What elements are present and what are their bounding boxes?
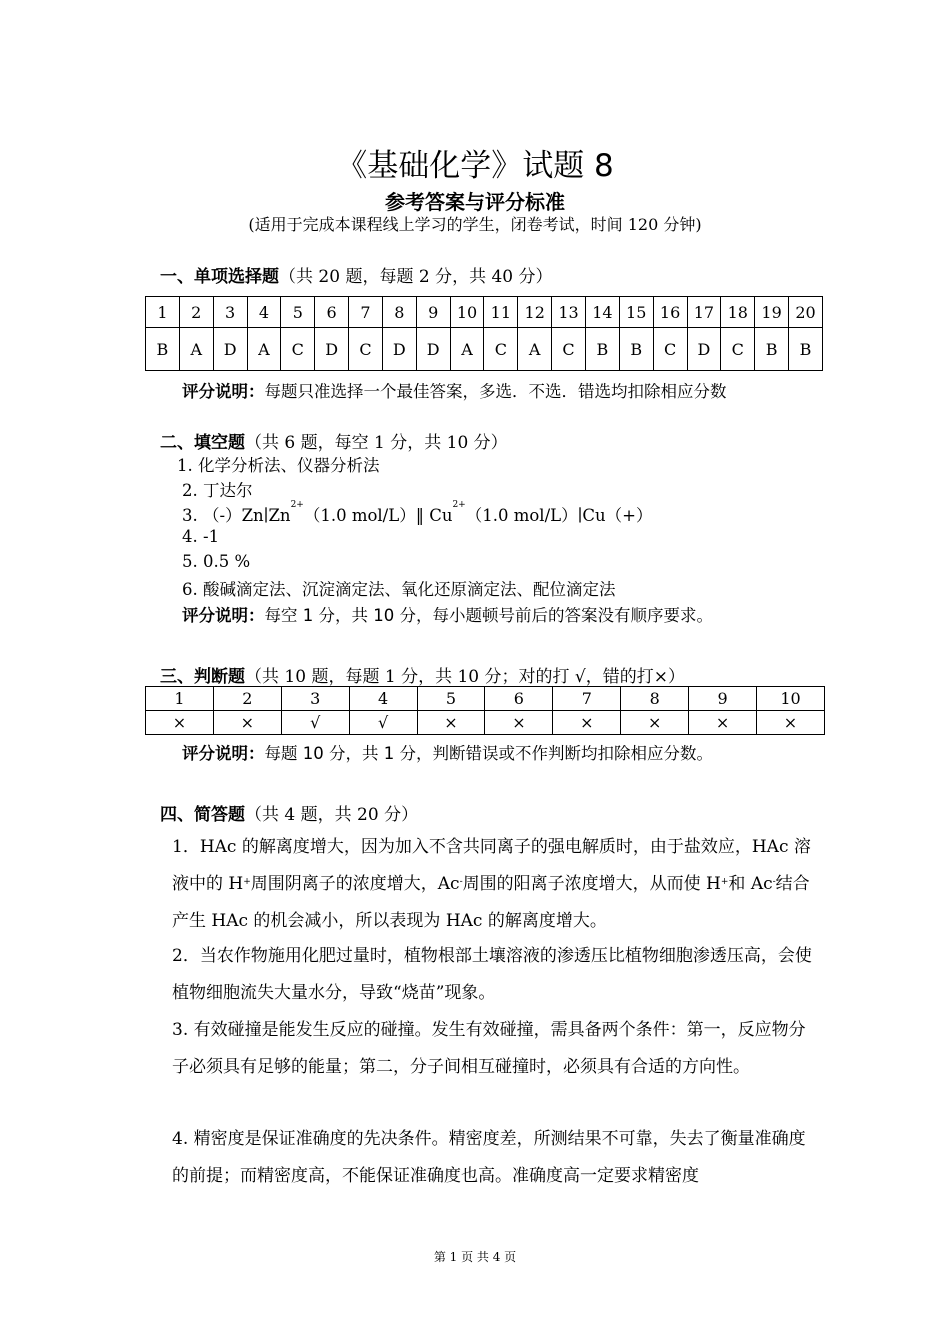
fill-answer-3 xyxy=(182,502,652,526)
question-number-cell: 19 xyxy=(755,297,789,328)
section1-title: 一、单项选择题 xyxy=(160,267,279,287)
fill-answer-6: 6. 酸碱滴定法、沉淀滴定法、氧化还原滴定法、配位滴定法 xyxy=(182,580,616,599)
short-answer-1-part: 和 Ac xyxy=(728,874,773,894)
question-number-cell: 2 xyxy=(213,687,281,711)
fill-answer-3-part: 3. （-）Zn∣Zn xyxy=(182,506,291,525)
grading-text: 每题只准选择一个最佳答案，多选．不选．错选均扣除相应分数 xyxy=(264,382,727,401)
short-answer-1-part: 结合产生 HAc 的机会减小，所以表现为 HAc 的解离度增大。 xyxy=(172,874,810,931)
section1-detail: （共 20 题，每题 2 分，共 40 分） xyxy=(279,267,553,287)
answer-cell: × xyxy=(757,711,825,735)
section3-title: 三、判断题 xyxy=(160,667,245,687)
short-answer-1-part: 1．HAc 的解离度增大，因为加入不含共同离子的强电解质时，由于盐效应，HAc 溶液中的 H xyxy=(172,837,811,894)
question-number-cell: 8 xyxy=(382,297,416,328)
question-number-cell: 9 xyxy=(416,297,450,328)
question-number-cell: 6 xyxy=(485,687,553,711)
question-number-cell: 5 xyxy=(417,687,485,711)
answer-cell: √ xyxy=(281,711,349,735)
section3-grading xyxy=(182,740,713,764)
fill-answer-5: 5. 0.5 % xyxy=(182,552,251,571)
judgment-number-row xyxy=(146,687,825,711)
answer-cell: √ xyxy=(349,711,417,735)
section2-title: 二、填空题 xyxy=(160,433,245,453)
answer-cell: C xyxy=(653,328,687,371)
answer-cell: × xyxy=(213,711,281,735)
document-subtitle: 参考答案与评分标准 xyxy=(385,190,565,214)
answer-cell: D xyxy=(416,328,450,371)
answer-cell: D xyxy=(382,328,416,371)
ion-superscript: - xyxy=(772,877,776,887)
question-number-cell: 4 xyxy=(349,687,417,711)
short-answer-4: 4. 精密度是保证准确度的先决条件。精密度差，所测结果不可靠，失去了衡量准确度的前提；而精密度高，不能保证准确度也高。准确度高一定要求精密度 xyxy=(172,1129,806,1186)
ion-superscript: - xyxy=(459,877,463,887)
question-number-cell: 12 xyxy=(518,297,552,328)
exam-note: (适用于完成本课程线上学习的学生，闭卷考试，时间 120 分钟) xyxy=(248,215,702,234)
grading-label: 评分说明： xyxy=(182,744,265,763)
question-number-cell: 20 xyxy=(789,297,823,328)
short-answer-2: 2．当农作物施用化肥过量时，植物根部土壤溶液的渗透压比植物细胞渗透压高，会使植物细胞流失大量水分，导致“烧苗”现象。 xyxy=(172,946,812,1003)
question-number-cell: 13 xyxy=(552,297,586,328)
question-number-cell: 15 xyxy=(619,297,653,328)
document-title: 《基础化学》试题 8 xyxy=(336,148,614,184)
fill-answer-2: 2. 丁达尔 xyxy=(182,481,253,500)
answer-cell: C xyxy=(552,328,586,371)
answer-cell: C xyxy=(281,328,315,371)
answer-cell: B xyxy=(619,328,653,371)
answer-cell: D xyxy=(687,328,721,371)
answer-cell: × xyxy=(485,711,553,735)
section1-heading xyxy=(160,262,553,287)
section4-title: 四、简答题 xyxy=(160,805,245,825)
question-number-cell: 8 xyxy=(621,687,689,711)
section2-heading xyxy=(160,428,508,453)
section1-grading xyxy=(182,378,727,402)
short-answer-1 xyxy=(172,829,812,940)
section4-detail: （共 4 题，共 20 分） xyxy=(245,805,419,825)
answer-cell: C xyxy=(721,328,755,371)
question-number-cell: 3 xyxy=(281,687,349,711)
answer-cell: D xyxy=(213,328,247,371)
choice-answer-row xyxy=(146,328,823,371)
question-number-cell: 9 xyxy=(689,687,757,711)
answer-cell: A xyxy=(518,328,552,371)
answer-cell: A xyxy=(450,328,484,371)
question-number-cell: 10 xyxy=(450,297,484,328)
answer-cell: C xyxy=(484,328,518,371)
grading-label: 评分说明： xyxy=(182,606,265,625)
section3-heading xyxy=(160,662,685,687)
fill-answer-3-part: （1.0 mol/L）∣Cu（+） xyxy=(465,506,653,525)
question-number-cell: 6 xyxy=(315,297,349,328)
question-number-cell: 17 xyxy=(687,297,721,328)
answer-cell: × xyxy=(553,711,621,735)
charge-superscript: 2+ xyxy=(290,500,304,510)
grading-text: 每题 10 分，共 1 分，判断错误或不作判断均扣除相应分数。 xyxy=(264,744,713,763)
answer-cell: B xyxy=(789,328,823,371)
question-number-cell: 7 xyxy=(349,297,383,328)
question-number-cell: 11 xyxy=(484,297,518,328)
question-number-cell: 3 xyxy=(213,297,247,328)
question-number-cell: 16 xyxy=(653,297,687,328)
ion-superscript: + xyxy=(243,877,251,887)
answer-cell: × xyxy=(621,711,689,735)
question-number-cell: 4 xyxy=(247,297,281,328)
answer-cell: × xyxy=(146,711,214,735)
answer-cell: D xyxy=(315,328,349,371)
short-answer-3: 3. 有效碰撞是能发生反应的碰撞。发生有效碰撞，需具备两个条件：第一，反应物分子必须具有足够的能量；第二，分子间相互碰撞时，必须具有合适的方向性。 xyxy=(172,1020,806,1077)
answer-cell: B xyxy=(146,328,180,371)
question-number-cell: 2 xyxy=(179,297,213,328)
section3-detail: （共 10 题，每题 1 分，共 10 分；对的打 √，错的打×） xyxy=(245,667,685,687)
section4-heading xyxy=(160,800,418,825)
question-number-cell: 14 xyxy=(585,297,619,328)
fill-answer-4: 4. -1 xyxy=(182,527,220,546)
short-answer-1-part: 周围的阳离子浓度增大，从而使 H xyxy=(462,874,721,894)
fill-answer-3-part: （1.0 mol/L）‖ Cu xyxy=(303,506,453,525)
choice-number-row xyxy=(146,297,823,328)
question-number-cell: 5 xyxy=(281,297,315,328)
answer-cell: C xyxy=(349,328,383,371)
short-answer-1-part: 周围阴离子的浓度增大，Ac xyxy=(250,874,460,894)
fill-answer-1: 1. 化学分析法、仪器分析法 xyxy=(177,456,380,475)
question-number-cell: 1 xyxy=(146,297,180,328)
judgment-answer-row xyxy=(146,711,825,735)
section2-detail: （共 6 题，每空 1 分，共 10 分） xyxy=(245,433,508,453)
answer-cell: B xyxy=(585,328,619,371)
ion-superscript: + xyxy=(720,877,729,887)
answer-cell: A xyxy=(247,328,281,371)
choice-answer-table xyxy=(145,296,823,371)
question-number-cell: 1 xyxy=(146,687,214,711)
answer-cell: × xyxy=(417,711,485,735)
question-number-cell: 7 xyxy=(553,687,621,711)
page-footer: 第 1 页 共 4 页 xyxy=(433,1250,517,1264)
section2-grading xyxy=(182,602,713,626)
answer-cell: × xyxy=(689,711,757,735)
question-number-cell: 10 xyxy=(757,687,825,711)
grading-text: 每空 1 分，共 10 分，每小题顿号前后的答案没有顺序要求。 xyxy=(264,606,713,625)
question-number-cell: 18 xyxy=(721,297,755,328)
charge-superscript: 2+ xyxy=(452,500,466,510)
judgment-answer-table xyxy=(145,686,825,735)
grading-label: 评分说明： xyxy=(182,382,265,401)
answer-cell: A xyxy=(179,328,213,371)
answer-cell: B xyxy=(755,328,789,371)
